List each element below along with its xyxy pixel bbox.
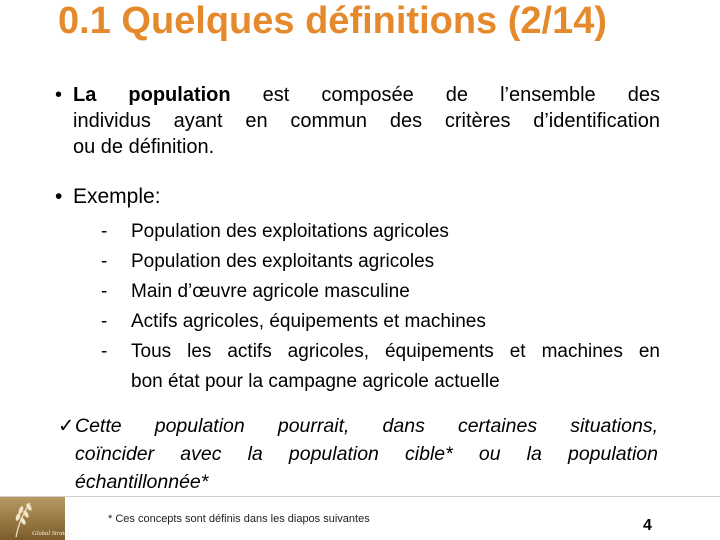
- dash: -: [101, 341, 108, 362]
- example-list: [73, 217, 660, 397]
- logo-text: Global Strategy: [32, 530, 74, 537]
- list-item-text: Tous les actifs agricoles, équipements et machines en: [131, 341, 660, 362]
- list-item: [101, 217, 660, 247]
- note-line-3: échantillonnée*: [75, 471, 209, 493]
- wheat-logo-icon: [0, 497, 74, 540]
- footer-divider: [0, 496, 720, 497]
- list-item-text: Main d’œuvre agricole masculine: [131, 281, 410, 302]
- definition-term: La population: [73, 84, 231, 106]
- list-item: [101, 307, 660, 337]
- dash: -: [101, 281, 108, 302]
- note-line-1: Cette population pourrait, dans certaines situations,: [75, 415, 658, 437]
- checkmark-icon: ✓: [58, 415, 75, 437]
- definition-line-1: [73, 82, 660, 108]
- list-item-text: Population des exploitations agricoles: [131, 221, 449, 242]
- global-strategy-logo: [0, 497, 74, 540]
- dash: -: [101, 221, 108, 242]
- note-line-2: coïncider avec la population cible* ou la population: [75, 443, 658, 465]
- definition-line-3: ou de définition.: [73, 136, 215, 158]
- dash: -: [101, 311, 108, 332]
- list-item-text-continued: bon état pour la campagne agricole actuelle: [131, 371, 500, 392]
- example-label: Exemple:: [73, 185, 161, 208]
- note-paragraph: [58, 412, 658, 496]
- bullet: •: [55, 185, 63, 208]
- list-item: [101, 337, 660, 397]
- example-section: [55, 183, 660, 397]
- slide-body: [55, 82, 660, 397]
- page-number: 4: [643, 517, 652, 534]
- list-item: [101, 277, 660, 307]
- definition-paragraph: [55, 82, 660, 160]
- note-text: [58, 412, 658, 496]
- list-item: [101, 247, 660, 277]
- bullet: •: [55, 84, 63, 106]
- slide-title: 0.1 Quelques définitions (2/14): [58, 0, 608, 42]
- footnote: * Ces concepts sont définis dans les diapos suivantes: [108, 513, 370, 525]
- list-item-text: Population des exploitants agricoles: [131, 251, 435, 272]
- definition-text-1: est composée de l’ensemble des: [230, 84, 660, 106]
- list-item-text: Actifs agricoles, équipements et machines: [131, 311, 486, 332]
- dash: -: [101, 251, 108, 272]
- definition-line-2: individus ayant en commun des critères d’identification: [73, 110, 660, 132]
